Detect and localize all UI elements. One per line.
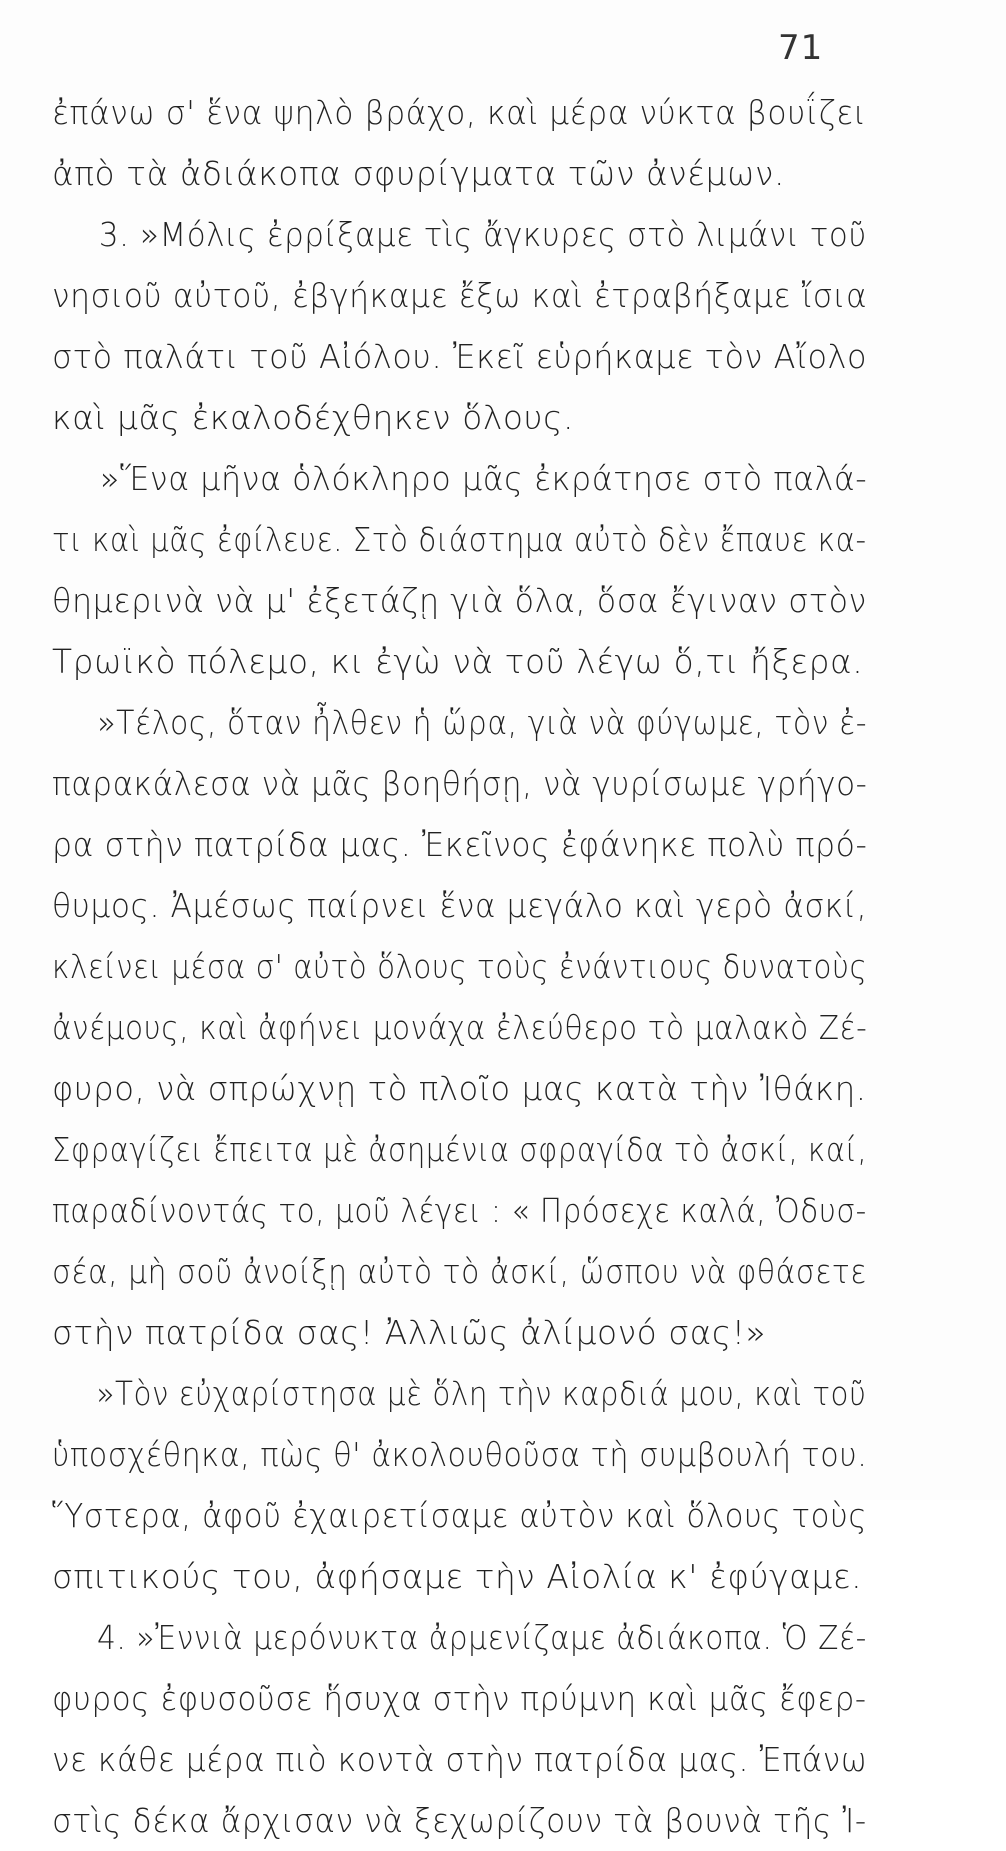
text-line: Σφραγίζει ἔπειτα μὲ ἀσημένια σφραγίδα τὸ ἀσκί, καί, [52,1130,868,1169]
text-line: ρα στὴν πατρίδα μας. Ἐκεῖνος ἐφάνηκε πολὺ πρό- [52,825,868,864]
text-line: τι καὶ μᾶς ἐφίλευε. Στὸ διάστημα αὐτὸ δὲν ἔπαυε κα- [52,520,867,559]
text-line: »Ἕνα μῆνα ὁλόκληρο μᾶς ἐκράτησε στὸ παλά- [100,459,868,498]
text-line: στὴν πατρίδα σας! Ἀλλιῶς ἀλίμονό σας!» [52,1313,767,1352]
text-line: ἀνέμους, καὶ ἀφήνει μονάχα ἐλεύθερο τὸ μαλακὸ Ζέ- [52,1008,868,1047]
text-line: στὶς δέκα ἄρχισαν νὰ ξεχωρίζουν τὰ βουνὰ τῆς Ἰ- [52,1801,867,1840]
text-line: παραδίνοντάς το, μοῦ λέγει : « Πρόσεχε καλά, Ὀδυσ- [52,1191,867,1230]
text-line: στὸ παλάτι τοῦ Αἰόλου. Ἐκεῖ εὑρήκαμε τὸν Αἴολο [52,337,868,376]
text-line: καὶ μᾶς ἐκαλοδέχθηκεν ὅλους. [52,398,574,437]
text-line: νησιοῦ αὐτοῦ, ἐβγήκαμε ἔξω καὶ ἐτραβήξαμε ἴσια [52,276,868,315]
text-line: θυμος. Ἀμέσως παίρνει ἕνα μεγάλο καὶ γερὸ ἀσκί, [52,886,868,925]
text-line: παρακάλεσα νὰ μᾶς βοηθήσῃ, νὰ γυρίσωμε γρήγο- [52,764,868,803]
text-line: 4. »Ἐννιὰ μερόνυκτα ἀρμενίζαμε ἀδιάκοπα. Ὁ Ζέ- [96,1618,867,1657]
page-number: 71 [778,28,824,68]
text-line: ἀπὸ τὰ ἀδιάκοπα σφυρίγματα τῶν ἀνέμων. [52,154,785,193]
text-line: κλείνει μέσα σ' αὐτὸ ὅλους τοὺς ἐνάντιους δυνατοὺς [52,947,868,986]
text-line: Τρωϊκὸ πόλεμο, κι ἐγὼ νὰ τοῦ λέγω ὅ,τι ἤξερα. [52,642,864,681]
text-line: 3. »Μόλις ἐρρίξαμε τὶς ἄγκυρες στὸ λιμάνι τοῦ [98,215,867,254]
text-line: φυρος ἐφυσοῦσε ἥσυχα στὴν πρύμνη καὶ μᾶς ἔφερ- [52,1679,867,1718]
text-line: ὑποσχέθηκα, πὼς θ' ἀκολουθοῦσα τὴ συμβουλή του. [52,1435,868,1474]
body-text [52,82,872,1851]
text-line: Ὕστερα, ἀφοῦ ἐχαιρετίσαμε αὐτὸν καὶ ὅλους τοὺς [52,1496,868,1535]
text-line: ἐπάνω σ' ἕνα ψηλὸ βράχο, καὶ μέρα νύκτα βουΐζει [52,93,867,132]
text-line: θημερινὰ νὰ μ' ἐξετάζῃ γιὰ ὅλα, ὅσα ἔγιναν στὸν [52,581,867,620]
text-line: σέα, μὴ σοῦ ἀνοίξῃ αὐτὸ τὸ ἀσκί, ὥσπου νὰ φθάσετε [52,1252,867,1291]
text-line: »Τὸν εὐχαρίστησα μὲ ὅλη τὴν καρδιά μου, καὶ τοῦ [96,1374,867,1413]
text-line: σπιτικούς του, ἀφήσαμε τὴν Αἰολία κ' ἐφύγαμε. [52,1557,863,1596]
text-line: νε κάθε μέρα πιὸ κοντὰ στὴν πατρίδα μας. Ἐπάνω [52,1740,868,1779]
text-line: φυρο, νὰ σπρώχνῃ τὸ πλοῖο μας κατὰ τὴν Ἰθάκη. [52,1069,867,1108]
text-line: »Τέλος, ὅταν ἦλθεν ἡ ὥρα, γιὰ νὰ φύγωμε, τὸν ἐ- [97,703,868,742]
